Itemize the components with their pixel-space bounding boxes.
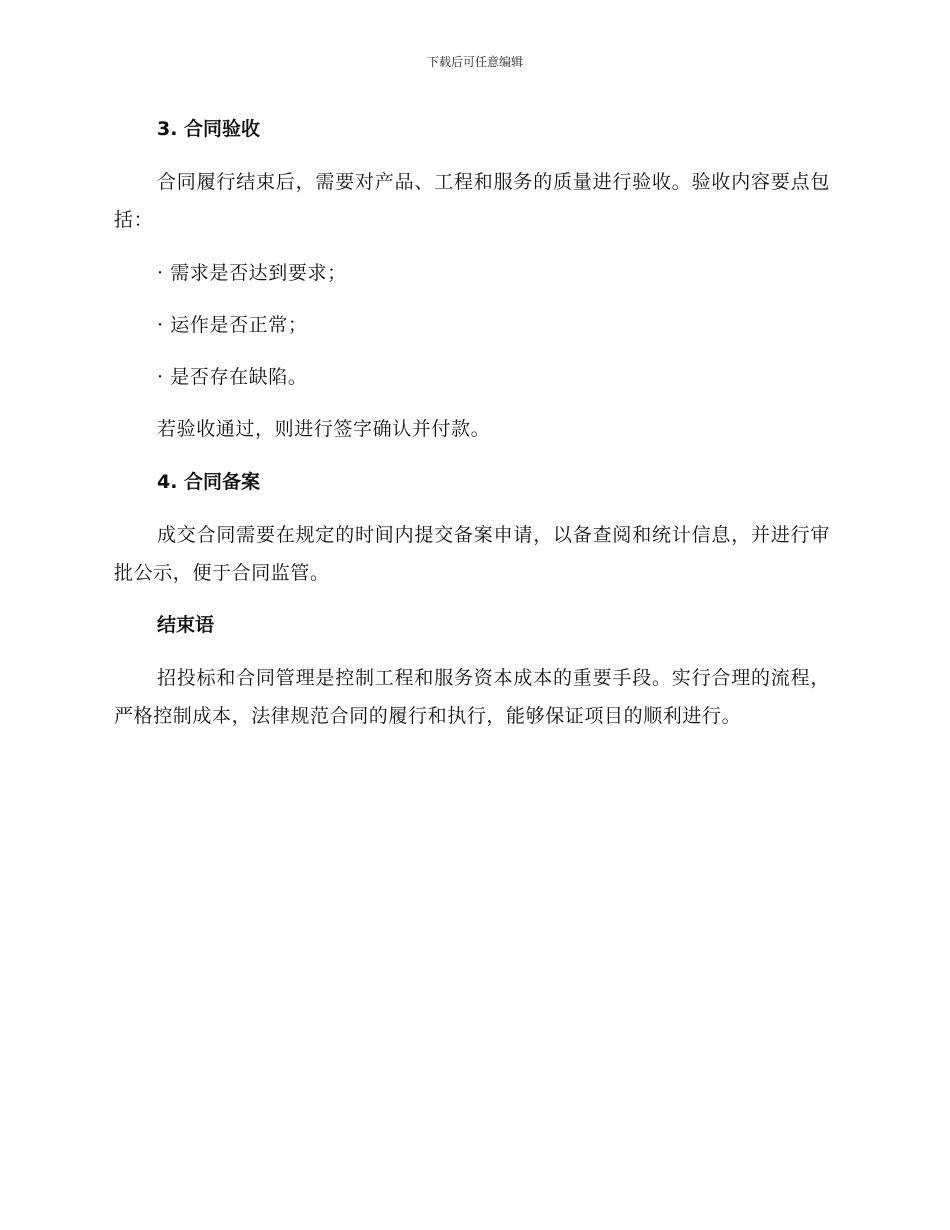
- acceptance-bullet-item: · 运作是否正常；: [157, 314, 308, 336]
- acceptance-bullet-item: · 需求是否达到要求；: [157, 262, 347, 284]
- section-heading-conclusion: 结束语: [157, 614, 215, 636]
- acceptance-bullet-item: · 是否存在缺陷。: [157, 366, 308, 388]
- filing-paragraph: 成交合同需要在规定的时间内提交备案申请，以备查阅和统计信息，并进行审批公示，便于合同监管。: [114, 524, 830, 584]
- conclusion-paragraph: 招投标和合同管理是控制工程和服务资本成本的重要手段。实行合理的流程，严格控制成本，法律规范合同的履行和执行，能够保证项目的顺利进行。: [114, 667, 830, 727]
- section-heading-contract-filing: 4. 合同备案: [157, 471, 261, 493]
- acceptance-intro-paragraph: 合同履行结束后，需要对产品、工程和服务的质量进行验收。验收内容要点包括：: [114, 171, 830, 231]
- section-heading-contract-acceptance: 3. 合同验收: [157, 118, 261, 140]
- page-header: 下载后可任意编辑: [426, 55, 523, 69]
- document-body: [114, 112, 830, 735]
- acceptance-outro-paragraph: 若验收通过，则进行签字确认并付款。: [157, 418, 491, 440]
